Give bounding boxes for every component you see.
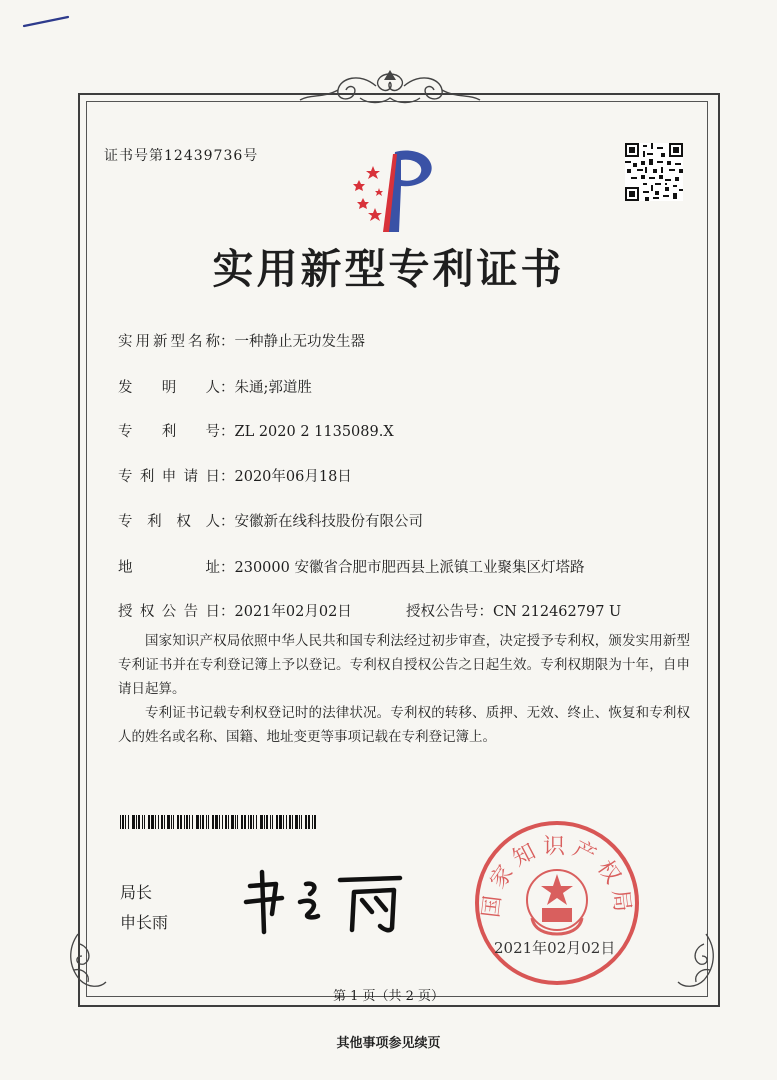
field-value: 230000 安徽省合肥市肥西县上派镇工业聚集区灯塔路 bbox=[234, 560, 585, 576]
field-announcement-number: 授权公告号：CN 212462797 U bbox=[406, 604, 622, 620]
field-label: 专利权人 bbox=[118, 514, 220, 530]
field-utility-name: 实用新型名称：一种静止无功发生器 bbox=[118, 330, 365, 351]
field-label: 地址 bbox=[118, 560, 220, 576]
certificate-number: 证书号第12439736号 bbox=[104, 148, 259, 164]
field-value: CN 212462797 U bbox=[493, 604, 622, 620]
field-inventor: 发明人：朱通;郭道胜 bbox=[118, 376, 312, 397]
field-value: 朱通;郭道胜 bbox=[234, 380, 312, 396]
field-address: 地址：230000 安徽省合肥市肥西县上派镇工业聚集区灯塔路 bbox=[118, 556, 584, 577]
field-patentee: 专利权人：安徽新在线科技股份有限公司 bbox=[118, 510, 423, 531]
field-label: 授权公告号 bbox=[406, 604, 479, 620]
pen-mark-icon bbox=[22, 14, 72, 28]
field-label: 发明人 bbox=[118, 380, 220, 396]
field-value: 一种静止无功发生器 bbox=[234, 334, 365, 350]
official-seal-icon bbox=[472, 818, 642, 988]
field-application-date: 专利申请日：2020年06月18日 bbox=[118, 465, 352, 486]
field-value: ZL 2020 2 1135089.X bbox=[234, 424, 394, 440]
seal-date: 2021年02月02日 bbox=[494, 939, 616, 957]
body-paragraph-1: 国家知识产权局依照中华人民共和国专利法经过初步审查，决定授予专利权，颁发实用新型专利证书并在专利登记簿上予以登记。专利权自授权公告之日起生效。专利权期限为十年，自申请日起算。 bbox=[118, 633, 690, 697]
corner-ornament-icon bbox=[672, 930, 718, 990]
director-title: 局长 bbox=[120, 883, 153, 902]
field-value: 2021年02月02日 bbox=[234, 604, 352, 620]
svg-text:国家知识产权局: 国家知识产权局 bbox=[478, 834, 636, 920]
field-value: 安徽新在线科技股份有限公司 bbox=[234, 514, 423, 530]
body-paragraph-2: 专利证书记载专利权登记时的法律状况。专利权的转移、质押、无效、终止、恢复和专利权人的姓名或名称、国籍、地址变更等事项记载在专利登记簿上。 bbox=[118, 705, 690, 745]
qr-code-icon bbox=[625, 143, 683, 201]
footer-note: 其他事项参见续页 bbox=[336, 1036, 441, 1051]
director-name: 申长雨 bbox=[120, 913, 169, 932]
field-value: 2020年06月18日 bbox=[234, 469, 352, 485]
director-signature-icon bbox=[228, 858, 428, 938]
field-label: 专利号 bbox=[118, 424, 220, 440]
page-indicator: 第 1 页（共 2 页） bbox=[332, 989, 445, 1004]
field-grant-date: 授权公告日：2021年02月02日 bbox=[118, 600, 352, 621]
corner-ornament-icon bbox=[66, 930, 112, 990]
certificate-title: 实用新型专利证书 bbox=[212, 245, 565, 293]
cnipa-logo-icon bbox=[343, 146, 443, 234]
field-label: 实用新型名称 bbox=[118, 334, 220, 350]
field-patent-number: 专利号：ZL 2020 2 1135089.X bbox=[118, 420, 394, 441]
field-label: 专利申请日 bbox=[118, 469, 220, 485]
barcode-icon bbox=[120, 815, 318, 829]
field-label: 授权公告日 bbox=[118, 604, 220, 620]
floral-ornament-icon bbox=[290, 68, 490, 108]
